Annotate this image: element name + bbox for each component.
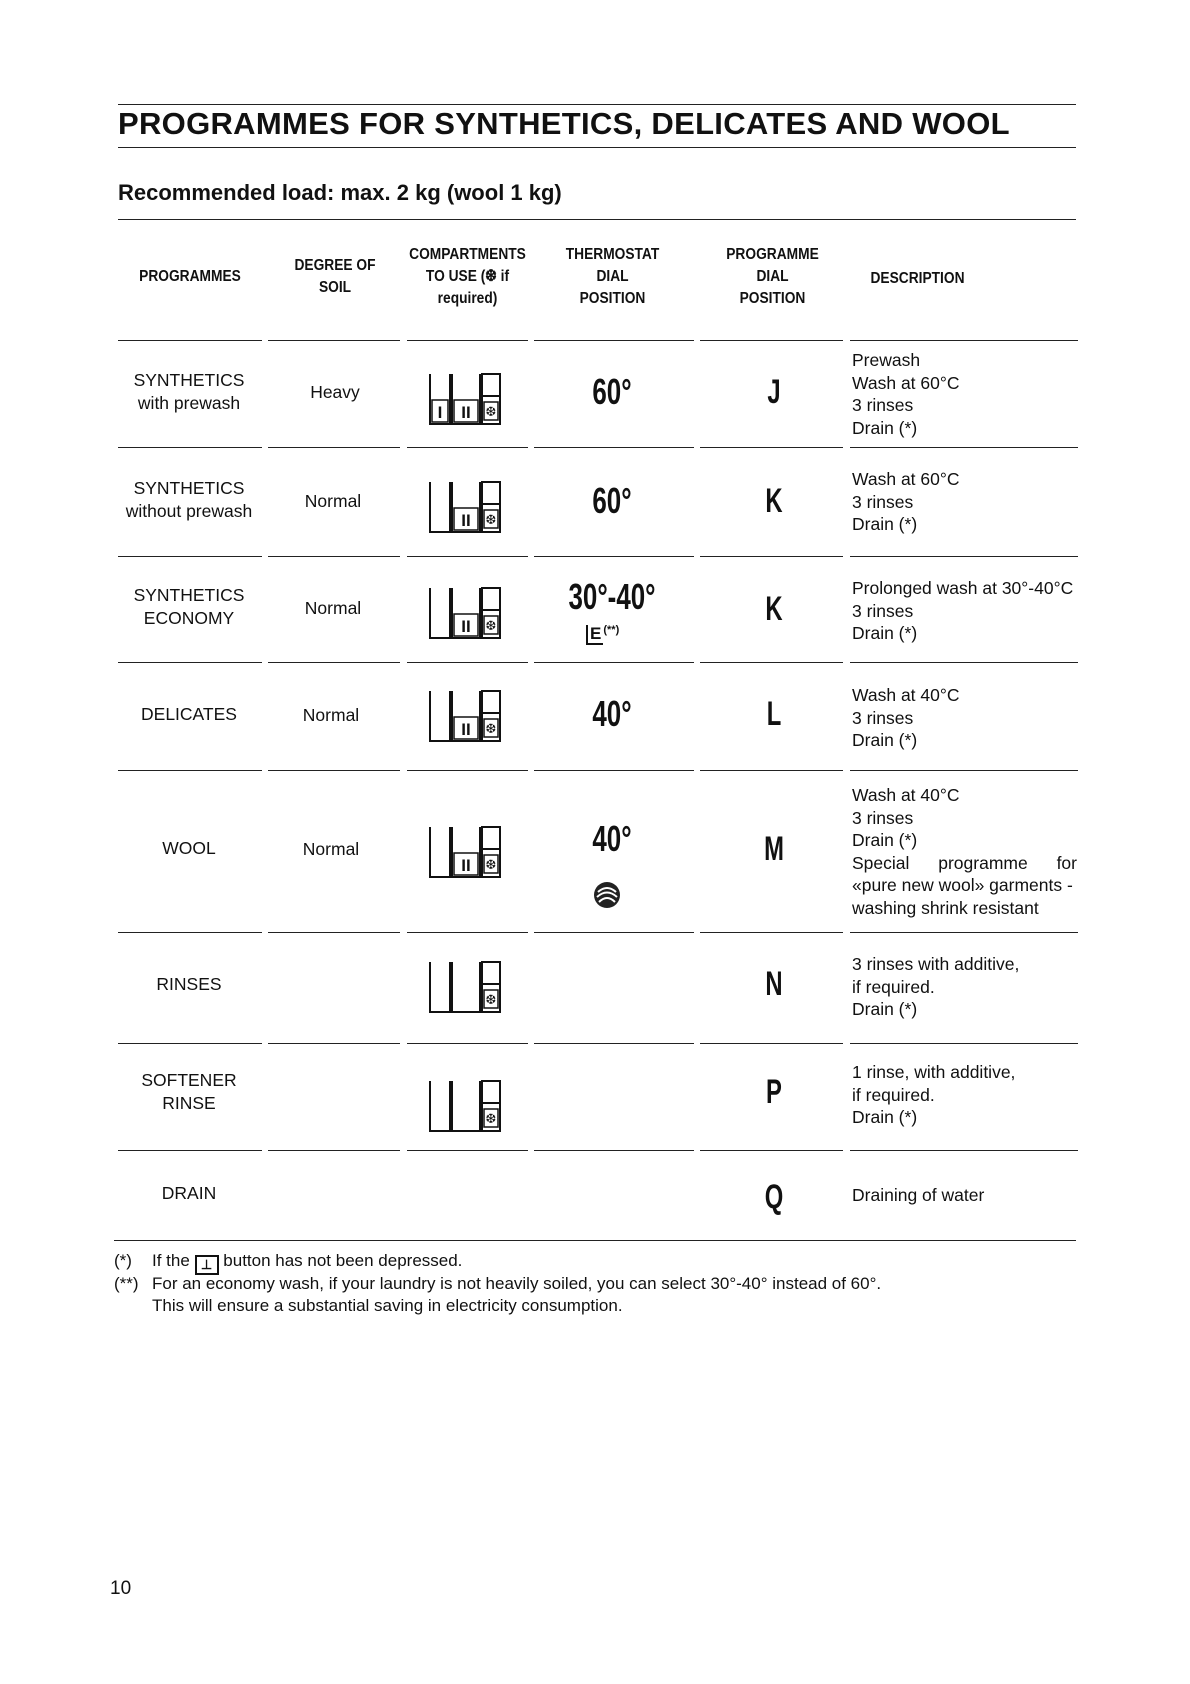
footnote-2-continued: This will ensure a substantial saving in electricity consumption.	[152, 1296, 623, 1315]
description: 3 rinses with additive, if required. Drain (*)	[852, 954, 1020, 1019]
row-separator	[407, 770, 528, 771]
row-separator	[850, 556, 1078, 557]
programme-name: RINSES	[156, 974, 222, 994]
row-separator	[534, 662, 694, 663]
description: 1 rinse, with additive, if required. Drain (*)	[852, 1062, 1016, 1127]
svg-text:II: II	[461, 856, 471, 875]
row-separator	[700, 556, 843, 557]
compartment-icon	[428, 584, 504, 647]
footnote-2: (**) For an economy wash, if your laundry is not heavily soiled, you can select 30°-40° instead of 60°.	[114, 1274, 882, 1293]
row-separator	[407, 1150, 528, 1151]
thermostat-position: 30°-40°	[568, 576, 656, 617]
row-separator	[700, 932, 843, 933]
row-separator	[118, 447, 262, 448]
row-separator	[700, 662, 843, 663]
programme-name: SYNTHETICS without prewash	[125, 478, 253, 521]
description: Prolonged wash at 30°-40°C 3 rinses Drain (*)	[852, 578, 1074, 643]
row-separator	[268, 662, 400, 663]
row-separator	[850, 770, 1078, 771]
svg-text:❆: ❆	[485, 619, 497, 634]
row-separator	[700, 1150, 843, 1151]
compartment-icon	[428, 687, 504, 750]
table-bottom-rule	[114, 1240, 1076, 1241]
svg-text:II: II	[461, 720, 471, 739]
row-separator	[268, 340, 400, 341]
svg-text:II: II	[461, 617, 471, 636]
svg-text:❆: ❆	[485, 1112, 497, 1127]
svg-text:❆: ❆	[485, 405, 497, 420]
row-separator	[534, 1150, 694, 1151]
thermostat-position: 60°	[592, 371, 632, 412]
description: Prewash Wash at 60°C 3 rinses Drain (*)	[852, 350, 960, 438]
description: Draining of water	[852, 1185, 985, 1205]
programme-dial-position: Q	[764, 1178, 784, 1216]
row-separator	[407, 340, 528, 341]
row-separator	[268, 1150, 400, 1151]
row-separator	[268, 556, 400, 557]
row-separator	[407, 447, 528, 448]
row-separator	[118, 340, 262, 341]
programme-name: SOFTENER RINSE	[141, 1070, 237, 1113]
row-separator	[850, 932, 1078, 933]
row-separator	[407, 556, 528, 557]
programme-name: SYNTHETICS with prewash	[133, 370, 245, 413]
row-separator	[268, 1043, 400, 1044]
compartment-icon	[428, 1077, 504, 1140]
programme-dial-position: P	[766, 1073, 782, 1111]
degree-of-soil: Heavy	[310, 382, 360, 402]
row-separator	[118, 1043, 262, 1044]
header-compartments: COMPARTMENTS TO USE (❆ if required)	[409, 246, 526, 307]
programme-name: SYNTHETICS ECONOMY	[133, 585, 245, 628]
thermostat-position: 40°	[592, 818, 632, 859]
row-separator	[850, 447, 1078, 448]
svg-text:❆: ❆	[485, 858, 497, 873]
row-separator	[268, 447, 400, 448]
row-separator	[534, 556, 694, 557]
header-programmes: PROGRAMMES	[139, 268, 241, 285]
svg-text:II: II	[461, 511, 471, 530]
economy-button-icon: E (**)	[586, 624, 619, 645]
programme-name: DRAIN	[161, 1183, 217, 1203]
degree-of-soil: Normal	[302, 705, 360, 725]
row-separator	[407, 932, 528, 933]
recommended-load: Recommended load: max. 2 kg (wool 1 kg)	[118, 180, 562, 205]
row-separator	[534, 447, 694, 448]
table-top-rule	[118, 219, 1076, 220]
row-separator	[850, 1043, 1078, 1044]
description: Wash at 60°C 3 rinses Drain (*)	[852, 469, 960, 534]
svg-text:II: II	[461, 403, 471, 422]
svg-text:❆: ❆	[485, 993, 497, 1008]
row-separator	[850, 1150, 1078, 1151]
row-separator	[534, 770, 694, 771]
row-separator	[118, 932, 262, 933]
programme-name: WOOL	[162, 838, 216, 858]
snowflake-icon: ❆	[485, 268, 497, 285]
drain-button-icon: ⊥	[195, 1255, 219, 1275]
row-separator	[700, 770, 843, 771]
row-separator	[700, 1043, 843, 1044]
row-separator	[407, 662, 528, 663]
row-separator	[118, 770, 262, 771]
programme-dial-position: N	[765, 965, 783, 1003]
row-separator	[407, 1043, 528, 1044]
row-separator	[534, 340, 694, 341]
title-top-rule	[118, 104, 1076, 105]
row-separator	[118, 662, 262, 663]
row-separator	[850, 662, 1078, 663]
description: Wash at 40°C 3 rinses Drain (*) Special programme for «pure new wool» garments - washing shrink resistant	[852, 785, 1077, 918]
compartment-icon	[428, 478, 504, 541]
header-description: DESCRIPTION	[870, 270, 965, 287]
svg-text:❆: ❆	[485, 722, 497, 737]
programme-dial-position: K	[765, 590, 783, 628]
row-separator	[268, 770, 400, 771]
svg-text:❆: ❆	[485, 513, 497, 528]
wool-symbol-icon	[592, 880, 622, 915]
header-thermostat: THERMOSTAT DIAL POSITION	[565, 246, 660, 307]
row-separator	[850, 340, 1078, 341]
row-separator	[268, 932, 400, 933]
description: Wash at 40°C 3 rinses Drain (*)	[852, 685, 960, 750]
row-separator	[700, 447, 843, 448]
thermostat-position: 40°	[592, 693, 632, 734]
programme-dial-position: K	[765, 482, 783, 520]
degree-of-soil: Normal	[304, 598, 362, 618]
svg-text:I: I	[437, 403, 443, 422]
degree-of-soil: Normal	[302, 839, 360, 859]
programme-dial-position: M	[764, 830, 784, 868]
header-degree-of-soil: DEGREE OF SOIL	[294, 257, 376, 296]
footnote-1: (*) If the ⊥ button has not been depressed.	[114, 1250, 462, 1275]
page-number: 10	[110, 1578, 132, 1599]
compartment-icon	[428, 823, 504, 886]
page-title: PROGRAMMES FOR SYNTHETICS, DELICATES AND WOOL	[118, 106, 1010, 141]
degree-of-soil: Normal	[304, 491, 362, 511]
title-bottom-rule	[118, 147, 1076, 148]
row-separator	[534, 932, 694, 933]
header-programme-dial: PROGRAMME DIAL POSITION	[726, 246, 819, 307]
programme-dial-position: J	[767, 373, 781, 411]
row-separator	[700, 340, 843, 341]
compartment-icon	[428, 958, 504, 1021]
compartment-icon	[428, 370, 504, 433]
thermostat-position: 60°	[592, 480, 632, 521]
row-separator	[118, 1150, 262, 1151]
programme-name: DELICATES	[141, 704, 237, 724]
row-separator	[534, 1043, 694, 1044]
row-separator	[118, 556, 262, 557]
programme-dial-position: L	[766, 695, 782, 733]
